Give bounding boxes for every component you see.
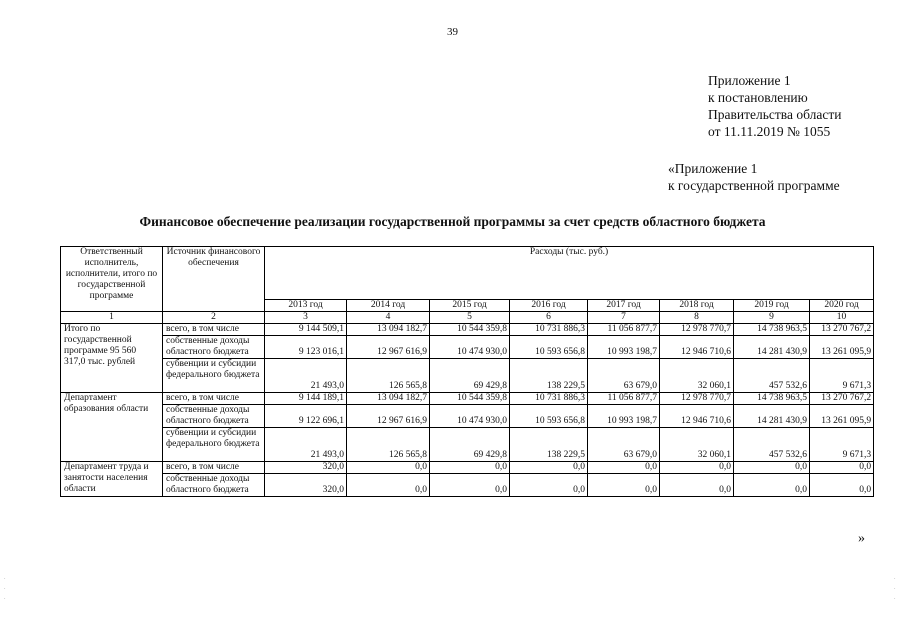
amount-cell: 21 493,0 [265, 359, 347, 393]
column-index: 4 [347, 312, 430, 324]
column-index: 9 [734, 312, 810, 324]
source-cell: субвенции и субсидии федерального бюджета [163, 428, 265, 462]
amount-cell: 32 060,1 [660, 359, 734, 393]
amount-cell: 0,0 [734, 474, 810, 497]
amount-cell: 12 946 710,6 [660, 336, 734, 359]
column-index: 3 [265, 312, 347, 324]
column-index: 6 [510, 312, 588, 324]
amount-cell: 126 565,8 [347, 428, 430, 462]
amount-cell: 9 671,3 [810, 428, 874, 462]
year-header: 2020 год [810, 300, 874, 312]
amount-cell: 0,0 [347, 462, 430, 474]
table-body [61, 247, 874, 497]
amount-cell: 320,0 [265, 462, 347, 474]
amount-cell: 12 978 770,7 [660, 393, 734, 405]
amount-cell: 9 144 189,1 [265, 393, 347, 405]
amount-cell: 69 429,8 [430, 359, 510, 393]
header-source: Источник финансового обеспечения [163, 247, 265, 312]
amount-cell: 10 731 886,3 [510, 324, 588, 336]
amount-cell: 9 122 696,1 [265, 405, 347, 428]
amount-cell: 14 738 963,5 [734, 393, 810, 405]
executor-cell: Департамент труда и занятости населения области [61, 462, 163, 497]
table-row [61, 336, 874, 359]
margin-marks: . . . [4, 575, 6, 601]
amount-cell: 11 056 877,7 [588, 324, 660, 336]
column-index: 10 [810, 312, 874, 324]
column-index: 2 [163, 312, 265, 324]
year-header: 2015 год [430, 300, 510, 312]
source-cell: всего, в том числе [163, 393, 265, 405]
source-cell: собственные доходы областного бюджета [163, 336, 265, 359]
table-row [61, 462, 874, 474]
amount-cell: 0,0 [347, 474, 430, 497]
header-row [61, 247, 874, 300]
amount-cell: 0,0 [510, 474, 588, 497]
source-cell: всего, в том числе [163, 324, 265, 336]
amount-cell: 138 229,5 [510, 359, 588, 393]
amount-cell: 12 967 616,9 [347, 336, 430, 359]
amount-cell: 10 993 198,7 [588, 336, 660, 359]
amount-cell: 10 544 359,8 [430, 393, 510, 405]
amount-cell: 12 967 616,9 [347, 405, 430, 428]
amount-cell: 11 056 877,7 [588, 393, 660, 405]
amount-cell: 21 493,0 [265, 428, 347, 462]
amount-cell: 14 281 430,9 [734, 336, 810, 359]
appendix-line: «Приложение 1 [668, 161, 758, 176]
amount-cell: 10 474 930,0 [430, 405, 510, 428]
amount-cell: 457 532,6 [734, 428, 810, 462]
amount-cell: 14 281 430,9 [734, 405, 810, 428]
amount-cell: 32 060,1 [660, 428, 734, 462]
header-expenses: Расходы (тыс. руб.) [265, 247, 874, 300]
year-header: 2016 год [510, 300, 588, 312]
amount-cell: 457 532,6 [734, 359, 810, 393]
amount-cell: 63 679,0 [588, 359, 660, 393]
amount-cell: 0,0 [588, 462, 660, 474]
amount-cell: 10 593 656,8 [510, 405, 588, 428]
year-header: 2019 год [734, 300, 810, 312]
header-executor: Ответственный исполнитель, исполнители, итого по государственной программе [61, 247, 163, 312]
program-appendix-block [668, 160, 840, 194]
amount-cell: 13 261 095,9 [810, 336, 874, 359]
appendix-line: к государственной программе [668, 178, 840, 193]
amount-cell: 13 261 095,9 [810, 405, 874, 428]
index-row [61, 312, 874, 324]
source-cell: субвенции и субсидии федерального бюджета [163, 359, 265, 393]
table-row [61, 474, 874, 497]
year-header: 2013 год [265, 300, 347, 312]
amount-cell: 0,0 [810, 462, 874, 474]
amount-cell: 12 946 710,6 [660, 405, 734, 428]
appendix-line: Правительства области [708, 107, 842, 122]
document-title: Финансовое обеспечение реализации государственной программы за счет средств областного бюджета [139, 214, 766, 229]
amount-cell: 0,0 [660, 462, 734, 474]
amount-cell: 13 094 182,7 [347, 393, 430, 405]
amount-cell: 14 738 963,5 [734, 324, 810, 336]
amount-cell: 0,0 [430, 474, 510, 497]
amount-cell: 13 270 767,2 [810, 393, 874, 405]
table-row [61, 428, 874, 462]
source-cell: всего, в том числе [163, 462, 265, 474]
column-index: 5 [430, 312, 510, 324]
executor-cell: Департамент образования области [61, 393, 163, 462]
amount-cell: 126 565,8 [347, 359, 430, 393]
amount-cell: 69 429,8 [430, 428, 510, 462]
year-header: 2017 год [588, 300, 660, 312]
column-index: 7 [588, 312, 660, 324]
amount-cell: 10 593 656,8 [510, 336, 588, 359]
appendix-line: к постановлению [708, 90, 808, 105]
amount-cell: 63 679,0 [588, 428, 660, 462]
financing-table [60, 246, 874, 497]
closing-quote: » [858, 531, 865, 546]
amount-cell: 10 731 886,3 [510, 393, 588, 405]
amount-cell: 13 270 767,2 [810, 324, 874, 336]
amount-cell: 0,0 [588, 474, 660, 497]
executor-cell: Итого по государственной программе 95 560 317,0 тыс. рублей [61, 324, 163, 393]
column-index: 1 [61, 312, 163, 324]
amount-cell: 9 144 509,1 [265, 324, 347, 336]
amount-cell: 9 671,3 [810, 359, 874, 393]
margin-marks: . . . [894, 575, 896, 601]
table-row [61, 405, 874, 428]
appendix-line: Приложение 1 [708, 73, 791, 88]
year-header: 2014 год [347, 300, 430, 312]
table-row [61, 324, 874, 336]
amount-cell: 10 544 359,8 [430, 324, 510, 336]
table-row [61, 393, 874, 405]
appendix-block [708, 72, 841, 140]
amount-cell: 0,0 [734, 462, 810, 474]
amount-cell: 320,0 [265, 474, 347, 497]
table-row [61, 359, 874, 393]
amount-cell: 0,0 [510, 462, 588, 474]
amount-cell: 10 993 198,7 [588, 405, 660, 428]
amount-cell: 9 123 016,1 [265, 336, 347, 359]
amount-cell: 0,0 [430, 462, 510, 474]
amount-cell: 12 978 770,7 [660, 324, 734, 336]
year-header: 2018 год [660, 300, 734, 312]
amount-cell: 138 229,5 [510, 428, 588, 462]
amount-cell: 10 474 930,0 [430, 336, 510, 359]
amount-cell: 0,0 [660, 474, 734, 497]
appendix-line: от 11.11.2019 № 1055 [708, 124, 831, 139]
page-number: 39 [447, 26, 458, 38]
amount-cell: 0,0 [810, 474, 874, 497]
source-cell: собственные доходы областного бюджета [163, 405, 265, 428]
source-cell: собственные доходы областного бюджета [163, 474, 265, 497]
amount-cell: 13 094 182,7 [347, 324, 430, 336]
column-index: 8 [660, 312, 734, 324]
